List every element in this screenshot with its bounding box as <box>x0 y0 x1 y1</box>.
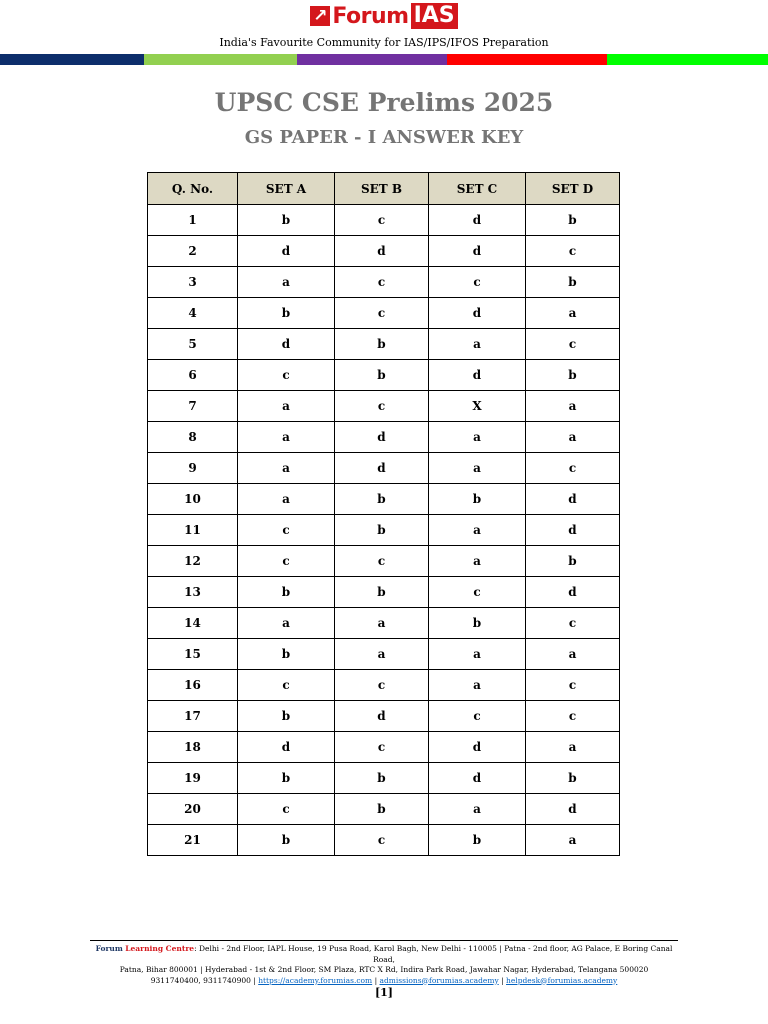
cell-set-d: c <box>526 670 620 701</box>
cell-set-a: a <box>238 391 335 422</box>
cell-qno: 8 <box>148 422 238 453</box>
cell-set-a: a <box>238 267 335 298</box>
cell-set-c: X <box>429 391 526 422</box>
cell-set-c: a <box>429 639 526 670</box>
cell-qno: 13 <box>148 577 238 608</box>
cell-set-a: d <box>238 329 335 360</box>
cell-set-b: d <box>335 701 429 732</box>
cell-qno: 11 <box>148 515 238 546</box>
cell-set-d: d <box>526 577 620 608</box>
page-subtitle: GS PAPER - I ANSWER KEY <box>244 127 524 148</box>
color-bar-segment-green <box>144 54 297 65</box>
table-row <box>148 794 620 825</box>
cell-set-d: c <box>526 453 620 484</box>
cell-set-c: d <box>429 205 526 236</box>
cell-qno: 14 <box>148 608 238 639</box>
header-set-b: SET B <box>335 173 429 205</box>
color-bar-segment-navy <box>0 54 144 65</box>
table-row <box>148 608 620 639</box>
header-qno: Q. No. <box>148 173 238 205</box>
cell-set-c: a <box>429 329 526 360</box>
cell-set-c: c <box>429 577 526 608</box>
table-row <box>148 267 620 298</box>
cell-set-c: d <box>429 360 526 391</box>
cell-set-c: d <box>429 763 526 794</box>
cell-set-c: b <box>429 608 526 639</box>
header-set-c: SET C <box>429 173 526 205</box>
cell-set-c: c <box>429 701 526 732</box>
table-row <box>148 670 620 701</box>
tagline: India's Favourite Community for IAS/IPS/IFOS Preparation <box>219 36 549 49</box>
header-color-bar <box>0 54 768 65</box>
cell-qno: 18 <box>148 732 238 763</box>
answer-key-table <box>147 172 620 856</box>
cell-set-d: a <box>526 391 620 422</box>
page-number: [1] <box>374 986 394 999</box>
admissions-email-link[interactable]: admissions@forumias.academy <box>379 975 499 985</box>
cell-set-d: a <box>526 298 620 329</box>
table-row <box>148 763 620 794</box>
cell-set-b: d <box>335 236 429 267</box>
cell-set-d: a <box>526 825 620 856</box>
cell-qno: 6 <box>148 360 238 391</box>
footer-contact-line <box>90 976 678 987</box>
cell-set-d: a <box>526 732 620 763</box>
cell-set-a: c <box>238 670 335 701</box>
table-row <box>148 546 620 577</box>
cell-set-d: d <box>526 794 620 825</box>
cell-set-d: b <box>526 205 620 236</box>
cell-set-a: c <box>238 546 335 577</box>
forumias-logo <box>0 3 768 29</box>
cell-set-d: c <box>526 608 620 639</box>
table-row <box>148 825 620 856</box>
cell-set-b: c <box>335 546 429 577</box>
cell-qno: 21 <box>148 825 238 856</box>
page-title: UPSC CSE Prelims 2025 <box>214 88 554 117</box>
cell-set-c: a <box>429 422 526 453</box>
cell-set-d: d <box>526 484 620 515</box>
footer-divider <box>90 940 678 941</box>
table-body <box>148 205 620 856</box>
cell-set-a: b <box>238 205 335 236</box>
logo-arrow-icon: ↗ <box>310 6 330 26</box>
cell-set-b: c <box>335 205 429 236</box>
cell-qno: 19 <box>148 763 238 794</box>
cell-qno: 1 <box>148 205 238 236</box>
cell-qno: 10 <box>148 484 238 515</box>
cell-set-b: b <box>335 515 429 546</box>
cell-qno: 15 <box>148 639 238 670</box>
logo-forum-text: Forum <box>332 3 409 29</box>
cell-set-d: b <box>526 267 620 298</box>
cell-set-a: b <box>238 763 335 794</box>
cell-set-c: c <box>429 267 526 298</box>
table-row <box>148 577 620 608</box>
cell-set-d: c <box>526 329 620 360</box>
table-row <box>148 422 620 453</box>
cell-qno: 16 <box>148 670 238 701</box>
table-row <box>148 205 620 236</box>
cell-set-a: a <box>238 608 335 639</box>
cell-set-a: c <box>238 794 335 825</box>
table-row <box>148 298 620 329</box>
cell-qno: 2 <box>148 236 238 267</box>
color-bar-segment-red <box>447 54 607 65</box>
cell-qno: 4 <box>148 298 238 329</box>
cell-set-b: b <box>335 360 429 391</box>
cell-set-d: b <box>526 360 620 391</box>
cell-set-c: d <box>429 236 526 267</box>
table-row <box>148 639 620 670</box>
header-set-d: SET D <box>526 173 620 205</box>
color-bar-segment-bright-green <box>607 54 768 65</box>
cell-set-b: c <box>335 825 429 856</box>
table-row <box>148 329 620 360</box>
cell-set-a: b <box>238 639 335 670</box>
cell-set-b: a <box>335 608 429 639</box>
footer-separator: | <box>501 975 504 985</box>
cell-set-c: d <box>429 298 526 329</box>
cell-set-d: b <box>526 763 620 794</box>
footer-address-2: Patna, Bihar 800001 | Hyderabad - 1st & 2nd Floor, SM Plaza, RTC X Rd, Indira Park Road, Jawahar Nagar, Hyderabad, Telangana 500020 <box>119 965 649 974</box>
cell-set-b: b <box>335 763 429 794</box>
cell-set-d: a <box>526 639 620 670</box>
cell-qno: 12 <box>148 546 238 577</box>
cell-set-a: b <box>238 701 335 732</box>
table-row <box>148 453 620 484</box>
cell-set-d: c <box>526 236 620 267</box>
cell-set-b: c <box>335 267 429 298</box>
cell-set-c: a <box>429 794 526 825</box>
cell-set-c: a <box>429 546 526 577</box>
helpdesk-email-link[interactable]: helpdesk@forumias.academy <box>506 975 618 985</box>
table-row <box>148 360 620 391</box>
cell-set-c: b <box>429 825 526 856</box>
table-row <box>148 484 620 515</box>
cell-set-b: c <box>335 298 429 329</box>
cell-set-b: d <box>335 453 429 484</box>
footer-centre-label: Learning Centre <box>125 944 195 953</box>
cell-set-a: a <box>238 484 335 515</box>
table-row <box>148 701 620 732</box>
cell-set-b: b <box>335 484 429 515</box>
footer-address-line-1 <box>90 944 678 965</box>
cell-set-b: d <box>335 422 429 453</box>
color-bar-segment-purple <box>297 54 447 65</box>
cell-set-a: c <box>238 515 335 546</box>
cell-set-a: a <box>238 453 335 484</box>
cell-set-b: c <box>335 732 429 763</box>
table-row <box>148 236 620 267</box>
academy-website-link[interactable]: https://academy.forumias.com <box>258 975 373 985</box>
cell-set-c: b <box>429 484 526 515</box>
cell-set-a: d <box>238 236 335 267</box>
cell-set-b: b <box>335 794 429 825</box>
cell-set-b: b <box>335 577 429 608</box>
cell-qno: 17 <box>148 701 238 732</box>
cell-set-a: c <box>238 360 335 391</box>
cell-set-d: b <box>526 546 620 577</box>
footer-separator: | <box>253 975 256 985</box>
cell-set-c: a <box>429 670 526 701</box>
cell-qno: 3 <box>148 267 238 298</box>
header-set-a: SET A <box>238 173 335 205</box>
cell-set-d: c <box>526 701 620 732</box>
cell-set-a: b <box>238 298 335 329</box>
cell-set-c: a <box>429 453 526 484</box>
cell-set-a: a <box>238 422 335 453</box>
cell-set-d: d <box>526 515 620 546</box>
table-row <box>148 732 620 763</box>
cell-qno: 9 <box>148 453 238 484</box>
cell-set-b: a <box>335 639 429 670</box>
cell-set-d: a <box>526 422 620 453</box>
cell-set-a: b <box>238 577 335 608</box>
cell-qno: 20 <box>148 794 238 825</box>
table-row <box>148 515 620 546</box>
footer-separator: | <box>374 975 378 985</box>
footer-centre-forum: Forum <box>95 944 123 953</box>
cell-qno: 5 <box>148 329 238 360</box>
cell-set-c: d <box>429 732 526 763</box>
cell-set-b: b <box>335 329 429 360</box>
cell-set-a: d <box>238 732 335 763</box>
cell-set-a: b <box>238 825 335 856</box>
table-row <box>148 391 620 422</box>
cell-set-b: c <box>335 670 429 701</box>
logo-ias-text: IAS <box>411 3 458 29</box>
footer <box>90 944 678 986</box>
cell-set-b: c <box>335 391 429 422</box>
table-header-row <box>148 173 620 205</box>
footer-phones: 9311740400, 9311740900 <box>150 975 251 985</box>
cell-set-c: a <box>429 515 526 546</box>
cell-qno: 7 <box>148 391 238 422</box>
footer-address-1: : Delhi - 2nd Floor, IAPL House, 19 Pusa Road, Karol Bagh, New Delhi - 110005 | Patna - 2nd floor, AG Palace, E Boring Canal Road, <box>194 944 673 964</box>
